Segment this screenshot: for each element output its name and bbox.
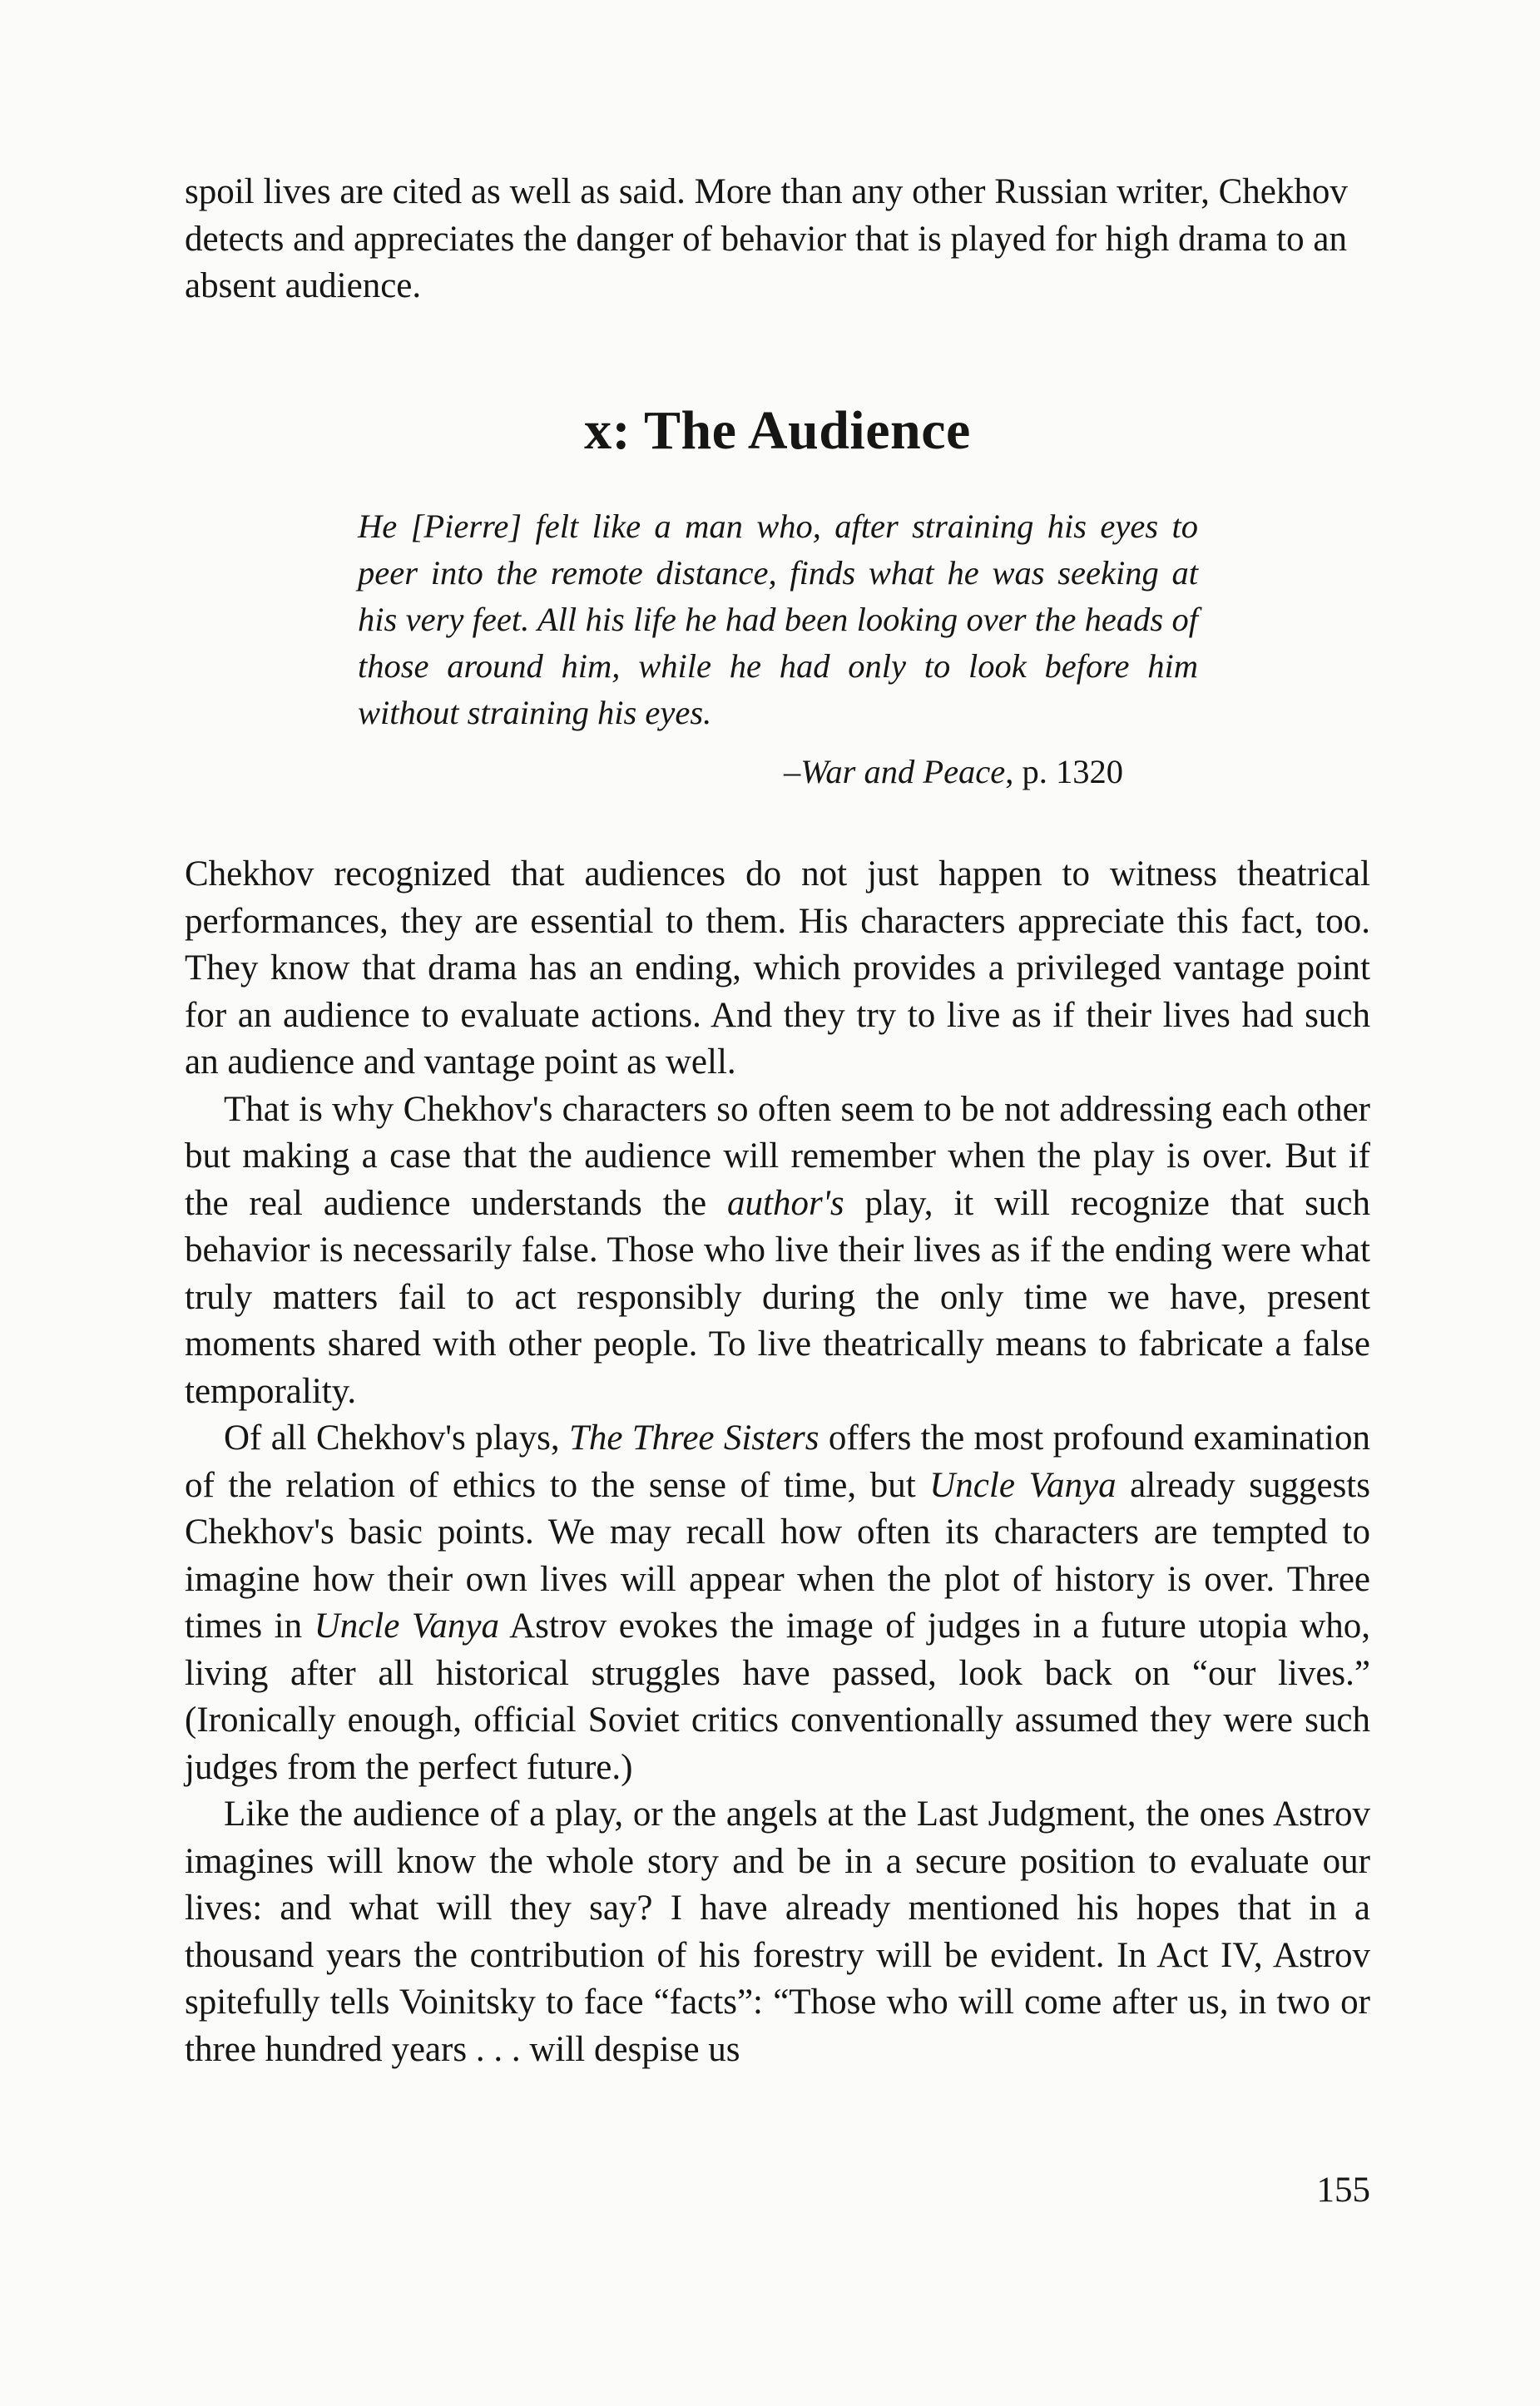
section-heading: x: The Audience bbox=[584, 400, 971, 461]
paragraph-3-text-a: Of all Chekhov's plays, bbox=[224, 1418, 569, 1458]
paragraph-4: Like the audience of a play, or the angels at the Last Judgment, the ones Astrov imagines will know the whole story and be in a secure position to evaluate our lives: and what will they say? I have already mentioned his hopes that in a thousand years the contribution of his forestry will be evident. In Act IV, Astrov spitefully tells Voinitsky to face “facts”: “Those who will come after us, in two or three hundred years . . . will despise us bbox=[185, 1795, 1370, 2069]
epigraph-dash: – bbox=[784, 753, 801, 790]
paragraph-3-text-c: already suggests Chekhov's basic points. We may recall how often its characters are tempted to imagine how their own lives will appear when the plot of history is over. Three times in bbox=[185, 1465, 1370, 1646]
paragraph-3-italic-3: Uncle Vanya bbox=[314, 1606, 499, 1646]
paragraph-3 bbox=[185, 1415, 1370, 1791]
paragraph-1: Chekhov recognized that audiences do not just happen to witness theatrical performances, they are essential to them. His characters appreciate this fact, too. They know that drama has an ending, which provides a privileged vantage point for an audience to evaluate actions. And they try to live as if their lives had such an audience and vantage point as well. bbox=[185, 854, 1370, 1082]
epigraph-quote: He [Pierre] felt like a man who, after straining his eyes to peer into the remote distance, finds what he was seeking at his very feet. All his life he had been looking over the heads of those around him, while he had only to look before him without straining his eyes. bbox=[358, 507, 1198, 731]
paragraph-3-text-b: offers the most profound examination of the relation of ethics to the sense of time, but bbox=[185, 1418, 1371, 1505]
intro-paragraph bbox=[185, 169, 1370, 310]
epigraph-source-page: , p. 1320 bbox=[1005, 753, 1123, 790]
paragraph-3-italic-1: The Three Sisters bbox=[568, 1418, 820, 1458]
paragraph-2 bbox=[185, 1087, 1370, 1416]
paragraph-2-text-a: That is why Chekhov's characters so often seem to be not addressing each other but making a case that the audience will remember when the play is over. But if the real audience understands the bbox=[185, 1089, 1370, 1223]
intro-text: spoil lives are cited as well as said. More than any other Russian writer, Chekhov detects and appreciates the danger of behavior that is played for high drama to an absent audience. bbox=[185, 172, 1348, 305]
epigraph-source-title: War and Peace bbox=[800, 753, 1006, 790]
paragraph-2-text-b: play, it will recognize that such behavior is necessarily false. Those who live their lives as if the ending were what truly matters fail to act responsibly during the only time we have, present moments shared with other people. To live theatrically means to fabricate a false temporality. bbox=[185, 1183, 1370, 1411]
paragraph-2-italic: author's bbox=[727, 1183, 844, 1223]
epigraph-source bbox=[358, 749, 1123, 795]
page-number: 155 bbox=[1316, 2171, 1370, 2210]
paragraph-3-text-d: Astrov evokes the image of judges in a future utopia who, living after all historical struggles have passed, look back on “our lives.” (Ironically enough, official Soviet critics conventionally assumed they were such judges from the perfect future.) bbox=[185, 1606, 1371, 1787]
paragraph-3-italic-2: Uncle Vanya bbox=[929, 1465, 1117, 1505]
body-text bbox=[185, 851, 1370, 2073]
